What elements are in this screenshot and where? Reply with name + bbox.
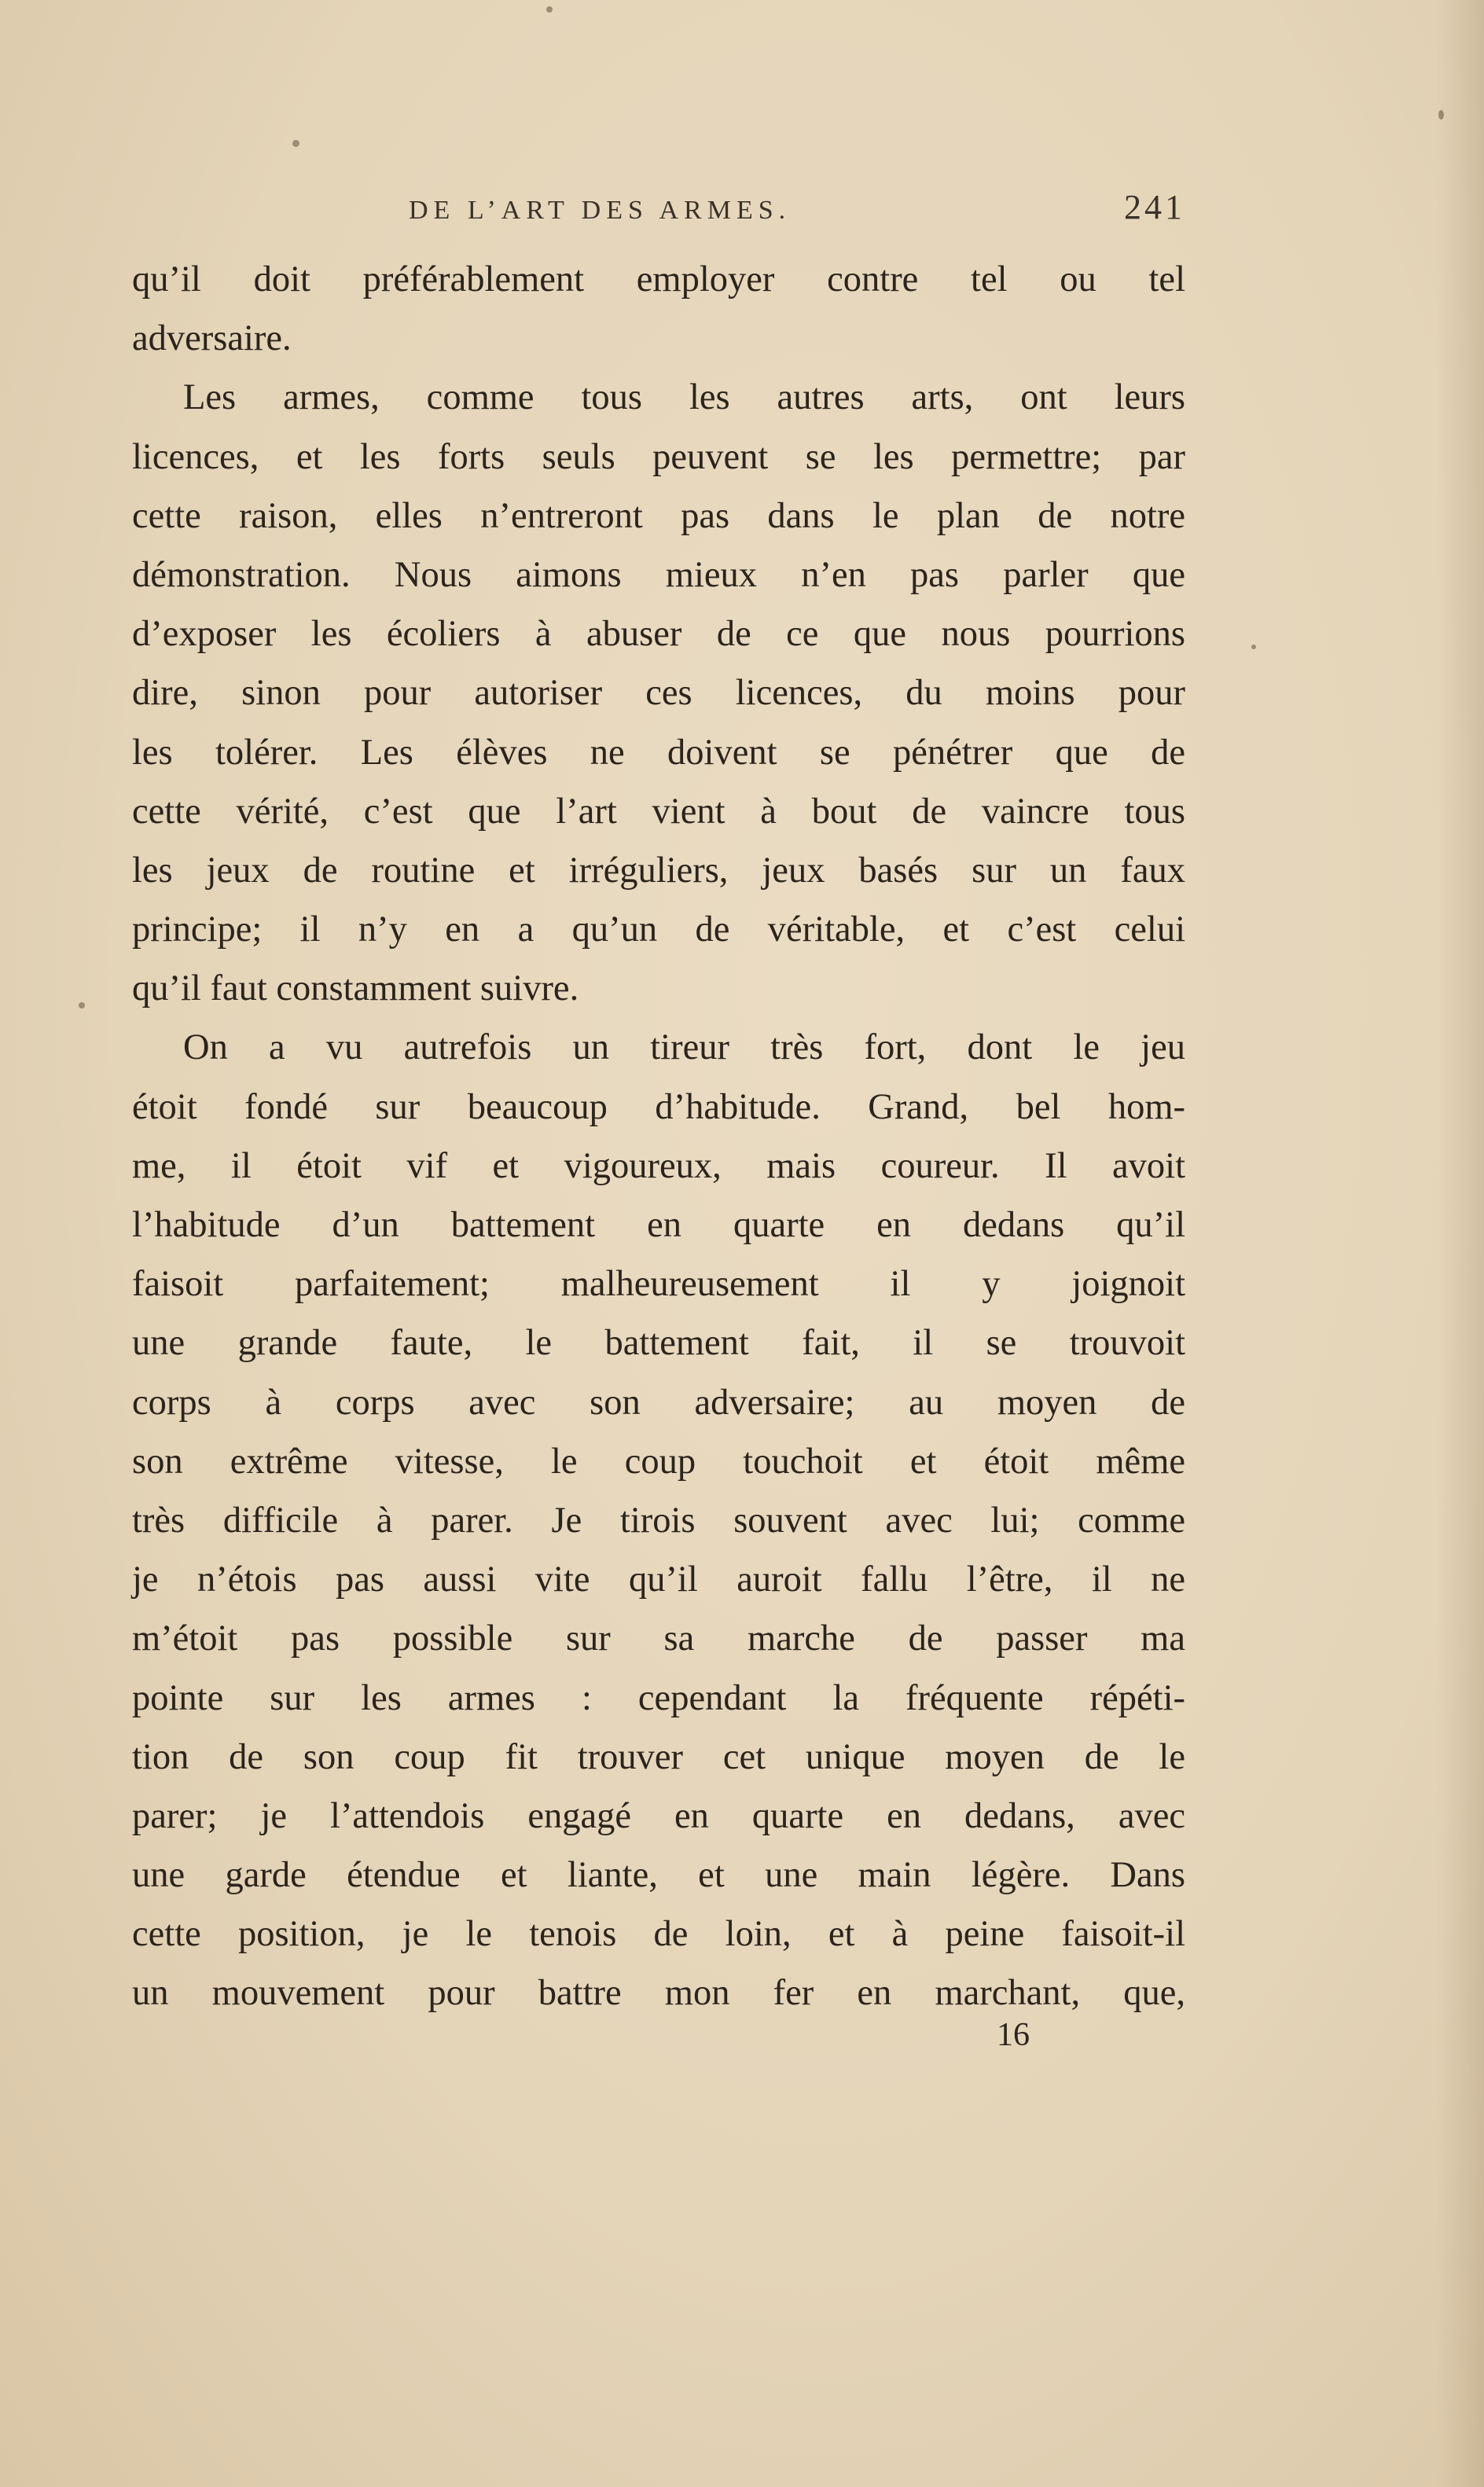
paper-speck xyxy=(1438,110,1444,119)
text-line: corps à corps avec son adversaire; au moyen de xyxy=(132,1382,1185,1423)
text-line: démonstration. Nous aimons mieux n’en pas parler que xyxy=(132,554,1185,595)
text-line: Les armes, comme tous les autres arts, ont leurs xyxy=(183,377,1185,418)
text-line: je n’étois pas aussi vite qu’il auroit fallu l’être, il ne xyxy=(132,1559,1185,1600)
text-line: faisoit parfaitement; malheureusement il y joignoit xyxy=(132,1264,1185,1305)
text-line: m’étoit pas possible sur sa marche de passer ma xyxy=(132,1618,1185,1659)
text-line: adversaire. xyxy=(132,318,292,359)
text-line: cette raison, elles n’entreront pas dans le plan de notre xyxy=(132,495,1185,536)
running-head-title: DE L’ART DES ARMES. xyxy=(409,196,792,225)
text-line: On a vu autrefois un tireur très fort, dont le jeu xyxy=(183,1027,1185,1068)
text-line: les jeux de routine et irréguliers, jeux basés sur un faux xyxy=(132,850,1185,891)
body-text xyxy=(132,250,1185,2023)
text-line: principe; il n’y en a qu’un de véritable, et c’est celui xyxy=(132,909,1185,950)
text-line: pointe sur les armes : cependant la fréquente répéti- xyxy=(132,1677,1185,1718)
text-line: son extrême vitesse, le coup touchoit et étoit même xyxy=(132,1441,1185,1482)
running-head xyxy=(132,187,1185,227)
text-line: cette vérité, c’est que l’art vient à bout de vaincre tous xyxy=(132,791,1185,832)
text-line: un mouvement pour battre mon fer en marchant, que, xyxy=(132,1973,1185,2014)
text-line: qu’il faut constamment suivre. xyxy=(132,968,579,1009)
text-line: licences, et les forts seuls peuvent se les permettre; par xyxy=(132,436,1185,477)
text-line: les tolérer. Les élèves ne doivent se pénétrer que de xyxy=(132,732,1185,773)
page-number: 241 xyxy=(1124,188,1185,226)
paper-speck xyxy=(546,6,553,13)
text-line: une garde étendue et liante, et une main légère. Dans xyxy=(132,1855,1185,1896)
paper-speck xyxy=(292,140,299,147)
text-line: très difficile à parer. Je tirois souvent avec lui; comme xyxy=(132,1500,1185,1541)
text-line: étoit fondé sur beaucoup d’habitude. Grand, bel hom- xyxy=(132,1086,1185,1127)
signature-mark: 16 xyxy=(997,2017,1030,2053)
paper-speck xyxy=(1251,645,1256,649)
text-line: une grande faute, le battement fait, il se trouvoit xyxy=(132,1323,1185,1364)
text-line: cette position, je le tenois de loin, et à peine faisoit-il xyxy=(132,1914,1185,1955)
text-line: parer; je l’attendois engagé en quarte en dedans, avec xyxy=(132,1795,1185,1836)
text-line: qu’il doit préférablement employer contre tel ou tel xyxy=(132,259,1185,299)
paper-speck xyxy=(79,1002,85,1008)
text-line: dire, sinon pour autoriser ces licences, du moins pour xyxy=(132,673,1185,714)
text-line: tion de son coup fit trouver cet unique moyen de le xyxy=(132,1736,1185,1777)
text-line: l’habitude d’un battement en quarte en dedans qu’il xyxy=(132,1205,1185,1245)
text-line: d’exposer les écoliers à abuser de ce que nous pourrions xyxy=(132,614,1185,655)
text-line: me, il étoit vif et vigoureux, mais coureur. Il avoit xyxy=(132,1145,1185,1186)
